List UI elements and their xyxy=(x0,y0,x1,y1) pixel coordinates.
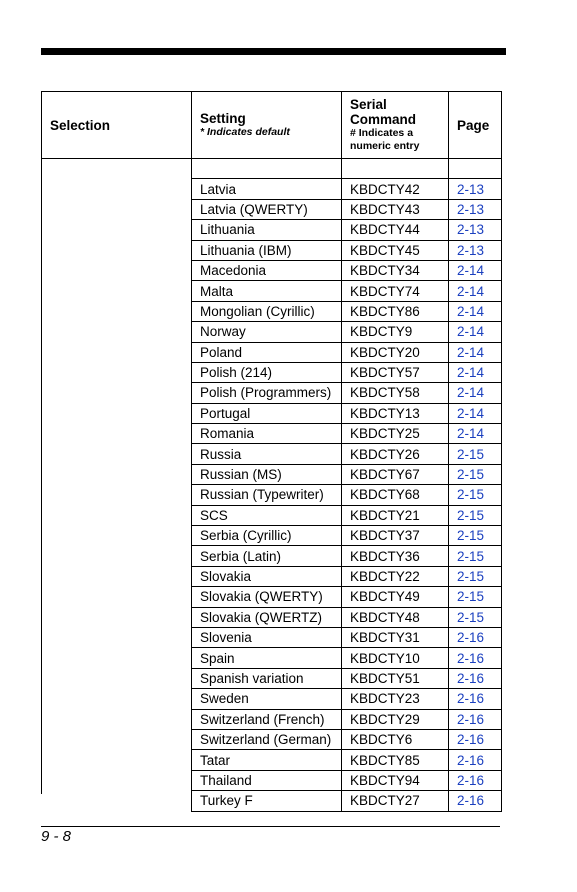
command-cell: KBDCTY25 xyxy=(342,424,449,444)
table-row xyxy=(42,444,502,464)
setting-cell: Macedonia xyxy=(192,260,342,280)
setting-cell: Slovenia xyxy=(192,627,342,647)
table-row xyxy=(42,199,502,219)
command-cell: KBDCTY43 xyxy=(342,199,449,219)
setting-cell: Russian (MS) xyxy=(192,464,342,484)
selection-cell xyxy=(42,485,192,505)
page-ref-link[interactable]: 2-14 xyxy=(449,322,502,342)
command-cell: KBDCTY45 xyxy=(342,240,449,260)
setting-cell: Polish (214) xyxy=(192,362,342,382)
setting-cell: Slovakia (QWERTZ) xyxy=(192,607,342,627)
selection-cell xyxy=(42,526,192,546)
table-header-row xyxy=(42,92,502,159)
table-row xyxy=(42,383,502,403)
command-cell: KBDCTY42 xyxy=(342,179,449,199)
command-cell: KBDCTY22 xyxy=(342,566,449,586)
page-ref-link[interactable]: 2-15 xyxy=(449,505,502,525)
setting-cell: Polish (Programmers) xyxy=(192,383,342,403)
command-cell: KBDCTY68 xyxy=(342,485,449,505)
page-ref-link[interactable]: 2-14 xyxy=(449,260,502,280)
command-cell: KBDCTY44 xyxy=(342,220,449,240)
table-row xyxy=(42,362,502,382)
page-ref-link[interactable]: 2-14 xyxy=(449,342,502,362)
setting-cell: Slovakia xyxy=(192,566,342,586)
table-row xyxy=(42,668,502,688)
page-ref-link[interactable]: 2-14 xyxy=(449,424,502,444)
selection-cell xyxy=(42,505,192,525)
setting-cell: Norway xyxy=(192,322,342,342)
command-cell: KBDCTY74 xyxy=(342,281,449,301)
selection-cell xyxy=(42,383,192,403)
page-ref-link[interactable]: 2-14 xyxy=(449,403,502,423)
table-row xyxy=(42,220,502,240)
selection-cell xyxy=(42,362,192,382)
table-row xyxy=(42,689,502,709)
table-row xyxy=(42,709,502,729)
setting-cell: Russia xyxy=(192,444,342,464)
table-row xyxy=(42,240,502,260)
setting-cell: Lithuania (IBM) xyxy=(192,240,342,260)
setting-cell: Slovakia (QWERTY) xyxy=(192,587,342,607)
page-ref-link[interactable]: 2-16 xyxy=(449,770,502,790)
keyboard-country-table xyxy=(41,91,502,812)
selection-cell xyxy=(42,668,192,688)
table-row xyxy=(42,566,502,586)
setting-cell: Spanish variation xyxy=(192,668,342,688)
header-separator xyxy=(42,159,502,179)
table-row xyxy=(42,424,502,444)
page-ref-link[interactable]: 2-13 xyxy=(449,199,502,219)
command-cell: KBDCTY10 xyxy=(342,648,449,668)
table-row xyxy=(42,260,502,280)
selection-cell xyxy=(42,546,192,566)
setting-cell: Spain xyxy=(192,648,342,668)
selection-cell xyxy=(42,648,192,668)
setting-cell: Portugal xyxy=(192,403,342,423)
command-cell: KBDCTY13 xyxy=(342,403,449,423)
setting-cell: Turkey F xyxy=(192,791,342,811)
selection-cell xyxy=(42,627,192,647)
table-row xyxy=(42,505,502,525)
selection-cell xyxy=(42,240,192,260)
table-body xyxy=(42,159,502,812)
table-row xyxy=(42,526,502,546)
setting-cell: Serbia (Cyrillic) xyxy=(192,526,342,546)
command-cell: KBDCTY58 xyxy=(342,383,449,403)
selection-cell xyxy=(42,403,192,423)
command-cell: KBDCTY27 xyxy=(342,791,449,811)
page-ref-link[interactable]: 2-16 xyxy=(449,750,502,770)
selection-cell xyxy=(42,729,192,749)
command-cell: KBDCTY26 xyxy=(342,444,449,464)
command-cell: KBDCTY31 xyxy=(342,627,449,647)
selection-cell xyxy=(42,199,192,219)
page-ref-link[interactable]: 2-16 xyxy=(449,668,502,688)
setting-cell: Romania xyxy=(192,424,342,444)
selection-column-border xyxy=(41,91,42,794)
page-ref-link[interactable]: 2-15 xyxy=(449,526,502,546)
selection-cell xyxy=(42,566,192,586)
setting-cell: Switzerland (German) xyxy=(192,729,342,749)
table-row xyxy=(42,770,502,790)
setting-cell: Latvia xyxy=(192,179,342,199)
table-row xyxy=(42,342,502,362)
setting-cell: Latvia (QWERTY) xyxy=(192,199,342,219)
selection-cell xyxy=(42,260,192,280)
setting-cell: Lithuania xyxy=(192,220,342,240)
selection-cell xyxy=(42,750,192,770)
page-ref-link[interactable]: 2-16 xyxy=(449,791,502,811)
setting-cell: Russian (Typewriter) xyxy=(192,485,342,505)
command-cell: KBDCTY21 xyxy=(342,505,449,525)
page-ref-link[interactable]: 2-15 xyxy=(449,607,502,627)
table-row xyxy=(42,587,502,607)
page-ref-link[interactable]: 2-13 xyxy=(449,179,502,199)
table-row xyxy=(42,485,502,505)
selection-cell xyxy=(42,791,192,811)
table-row xyxy=(42,179,502,199)
table-row xyxy=(42,281,502,301)
selection-cell xyxy=(42,179,192,199)
page-ref-link[interactable]: 2-14 xyxy=(449,383,502,403)
selection-cell xyxy=(42,709,192,729)
page-ref-link[interactable]: 2-15 xyxy=(449,587,502,607)
header-selection: Selection xyxy=(42,92,192,159)
command-cell: KBDCTY20 xyxy=(342,342,449,362)
header-serial-note: # Indicates a numeric entry xyxy=(350,127,420,152)
page-ref-link[interactable]: 2-14 xyxy=(449,301,502,321)
page-number: 9 - 8 xyxy=(41,828,72,845)
command-cell: KBDCTY67 xyxy=(342,464,449,484)
command-cell: KBDCTY34 xyxy=(342,260,449,280)
table-row xyxy=(42,403,502,423)
table-row xyxy=(42,627,502,647)
command-cell: KBDCTY36 xyxy=(342,546,449,566)
command-cell: KBDCTY6 xyxy=(342,729,449,749)
header-serial-command xyxy=(342,92,449,159)
command-cell: KBDCTY86 xyxy=(342,301,449,321)
setting-cell: Malta xyxy=(192,281,342,301)
page-ref-link[interactable]: 2-16 xyxy=(449,627,502,647)
setting-cell: SCS xyxy=(192,505,342,525)
selection-cell xyxy=(42,424,192,444)
top-rule xyxy=(41,48,506,55)
page-ref-link[interactable]: 2-13 xyxy=(449,240,502,260)
setting-cell: Thailand xyxy=(192,770,342,790)
page-ref-link[interactable]: 2-15 xyxy=(449,444,502,464)
table-row xyxy=(42,648,502,668)
page-ref-link[interactable]: 2-14 xyxy=(449,362,502,382)
page-ref-link[interactable]: 2-16 xyxy=(449,689,502,709)
command-cell: KBDCTY48 xyxy=(342,607,449,627)
header-setting-note: * Indicates default xyxy=(200,126,290,138)
page-ref-link[interactable]: 2-16 xyxy=(449,709,502,729)
page-ref-link[interactable]: 2-15 xyxy=(449,464,502,484)
page-ref-link[interactable]: 2-16 xyxy=(449,648,502,668)
table-row xyxy=(42,607,502,627)
table-row xyxy=(42,750,502,770)
command-cell: KBDCTY49 xyxy=(342,587,449,607)
selection-cell xyxy=(42,587,192,607)
selection-cell xyxy=(42,464,192,484)
header-setting xyxy=(192,92,342,159)
selection-cell xyxy=(42,770,192,790)
command-cell: KBDCTY94 xyxy=(342,770,449,790)
setting-cell: Poland xyxy=(192,342,342,362)
page-ref-link[interactable]: 2-14 xyxy=(449,281,502,301)
setting-cell: Sweden xyxy=(192,689,342,709)
page-ref-link[interactable]: 2-15 xyxy=(449,485,502,505)
command-cell: KBDCTY51 xyxy=(342,668,449,688)
page-ref-link[interactable]: 2-16 xyxy=(449,729,502,749)
table-row xyxy=(42,322,502,342)
setting-cell: Switzerland (French) xyxy=(192,709,342,729)
selection-cell xyxy=(42,220,192,240)
setting-cell: Tatar xyxy=(192,750,342,770)
bottom-rule xyxy=(41,826,500,827)
selection-cell xyxy=(42,444,192,464)
selection-cell xyxy=(42,607,192,627)
selection-cell xyxy=(42,689,192,709)
header-page: Page xyxy=(449,92,502,159)
table-row xyxy=(42,729,502,749)
header-serial-command-label: Serial Command xyxy=(350,97,417,127)
selection-cell xyxy=(42,322,192,342)
page-ref-link[interactable]: 2-13 xyxy=(449,220,502,240)
table-row xyxy=(42,546,502,566)
command-cell: KBDCTY57 xyxy=(342,362,449,382)
command-cell: KBDCTY85 xyxy=(342,750,449,770)
table-row xyxy=(42,301,502,321)
command-cell: KBDCTY37 xyxy=(342,526,449,546)
selection-cell xyxy=(42,301,192,321)
setting-cell: Mongolian (Cyrillic) xyxy=(192,301,342,321)
command-cell: KBDCTY23 xyxy=(342,689,449,709)
selection-cell xyxy=(42,342,192,362)
table-row xyxy=(42,464,502,484)
header-setting-label: Setting xyxy=(200,111,246,126)
table-row xyxy=(42,791,502,811)
setting-cell: Serbia (Latin) xyxy=(192,546,342,566)
command-cell: KBDCTY29 xyxy=(342,709,449,729)
selection-cell xyxy=(42,281,192,301)
command-cell: KBDCTY9 xyxy=(342,322,449,342)
page-ref-link[interactable]: 2-15 xyxy=(449,566,502,586)
page-ref-link[interactable]: 2-15 xyxy=(449,546,502,566)
